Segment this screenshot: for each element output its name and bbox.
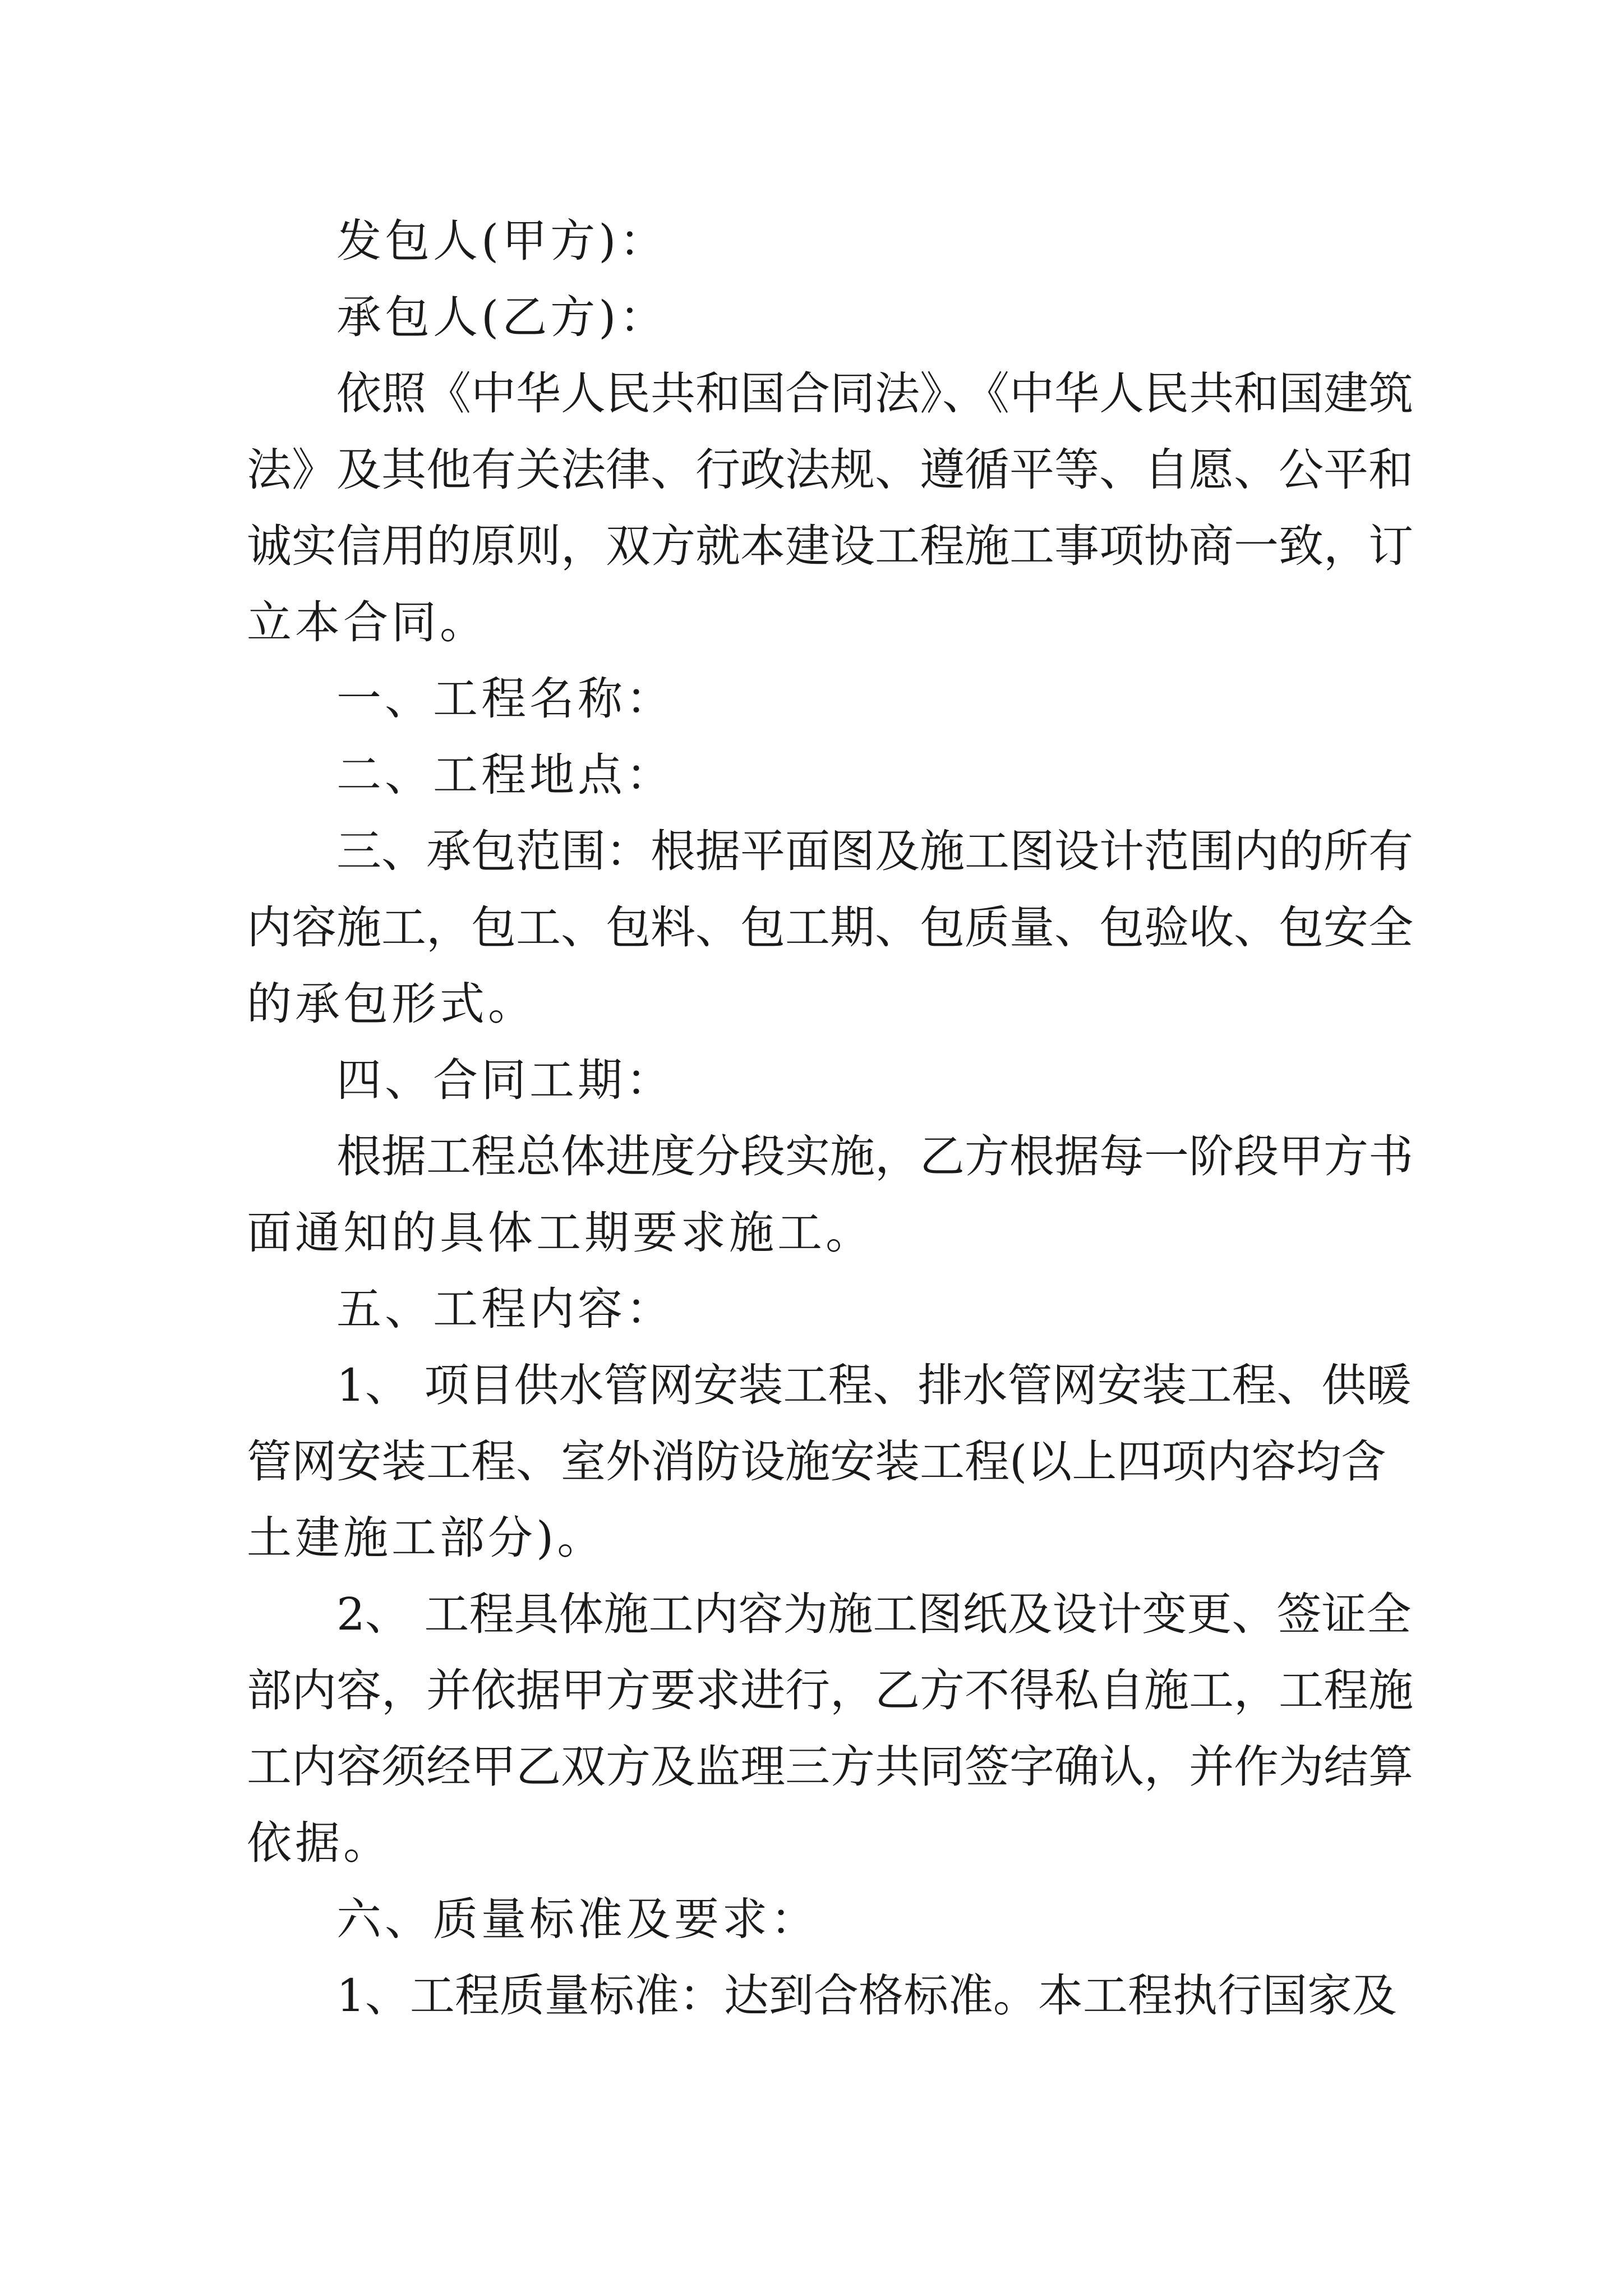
section-5-item-2-line-3: 工内容须经甲乙双方及监理三方共同签字确认，并作为结算: [247, 1741, 1413, 1793]
party-b-line: 承包人(乙方)：: [336, 291, 668, 343]
preamble-line-4: 立本合同。: [247, 596, 488, 648]
section-5-item-1-line-1: 1、 项目供水管网安装工程、排水管网安装工程、供暖: [336, 1359, 1412, 1411]
section-4-line-2: 面通知的具体工期要求施工。: [247, 1207, 874, 1259]
party-a-line: 发包人(甲方)：: [336, 215, 668, 267]
section-3-line-3: 的承包形式。: [247, 978, 536, 1030]
section-5-heading: 五、工程内容：: [336, 1283, 674, 1335]
section-6-item-1-line-1: 1、工程质量标准：达到合格标准。本工程执行国家及: [336, 1970, 1397, 2022]
section-5-item-2-line-2: 部内容，并依据甲方要求进行，乙方不得私自施工，工程施: [247, 1664, 1413, 1717]
section-1-heading: 一、工程名称：: [336, 673, 674, 725]
section-5-item-1-line-3: 土建施工部分)。: [247, 1512, 606, 1564]
preamble-line-3: 诚实信用的原则，双方就本建设工程施工事项协商一致，订: [247, 520, 1413, 572]
section-4-heading: 四、合同工期：: [336, 1054, 674, 1106]
section-5-item-1-line-2: 管网安装工程、室外消防设施安装工程(以上四项内容均含: [247, 1435, 1386, 1488]
preamble-line-2: 法》及其他有关法律、行政法规、遵循平等、自愿、公平和: [247, 444, 1413, 496]
section-3-line-2: 内容施工，包工、包料、包工期、包质量、包验收、包安全: [247, 901, 1413, 954]
preamble-line-1: 依照《中华人民共和国合同法》、《中华人民共和国建筑: [336, 367, 1413, 420]
section-5-item-2-line-4: 依据。: [247, 1817, 391, 1869]
section-3-line-1: 三、承包范围：根据平面图及施工图设计范围内的所有: [336, 825, 1413, 877]
section-4-line-1: 根据工程总体进度分段实施，乙方根据每一阶段甲方书: [336, 1130, 1413, 1182]
section-6-heading: 六、质量标准及要求：: [336, 1893, 819, 1945]
section-5-item-2-line-1: 2、 工程具体施工内容为施工图纸及设计变更、签证全: [336, 1588, 1412, 1640]
section-2-heading: 二、工程地点：: [336, 749, 674, 801]
